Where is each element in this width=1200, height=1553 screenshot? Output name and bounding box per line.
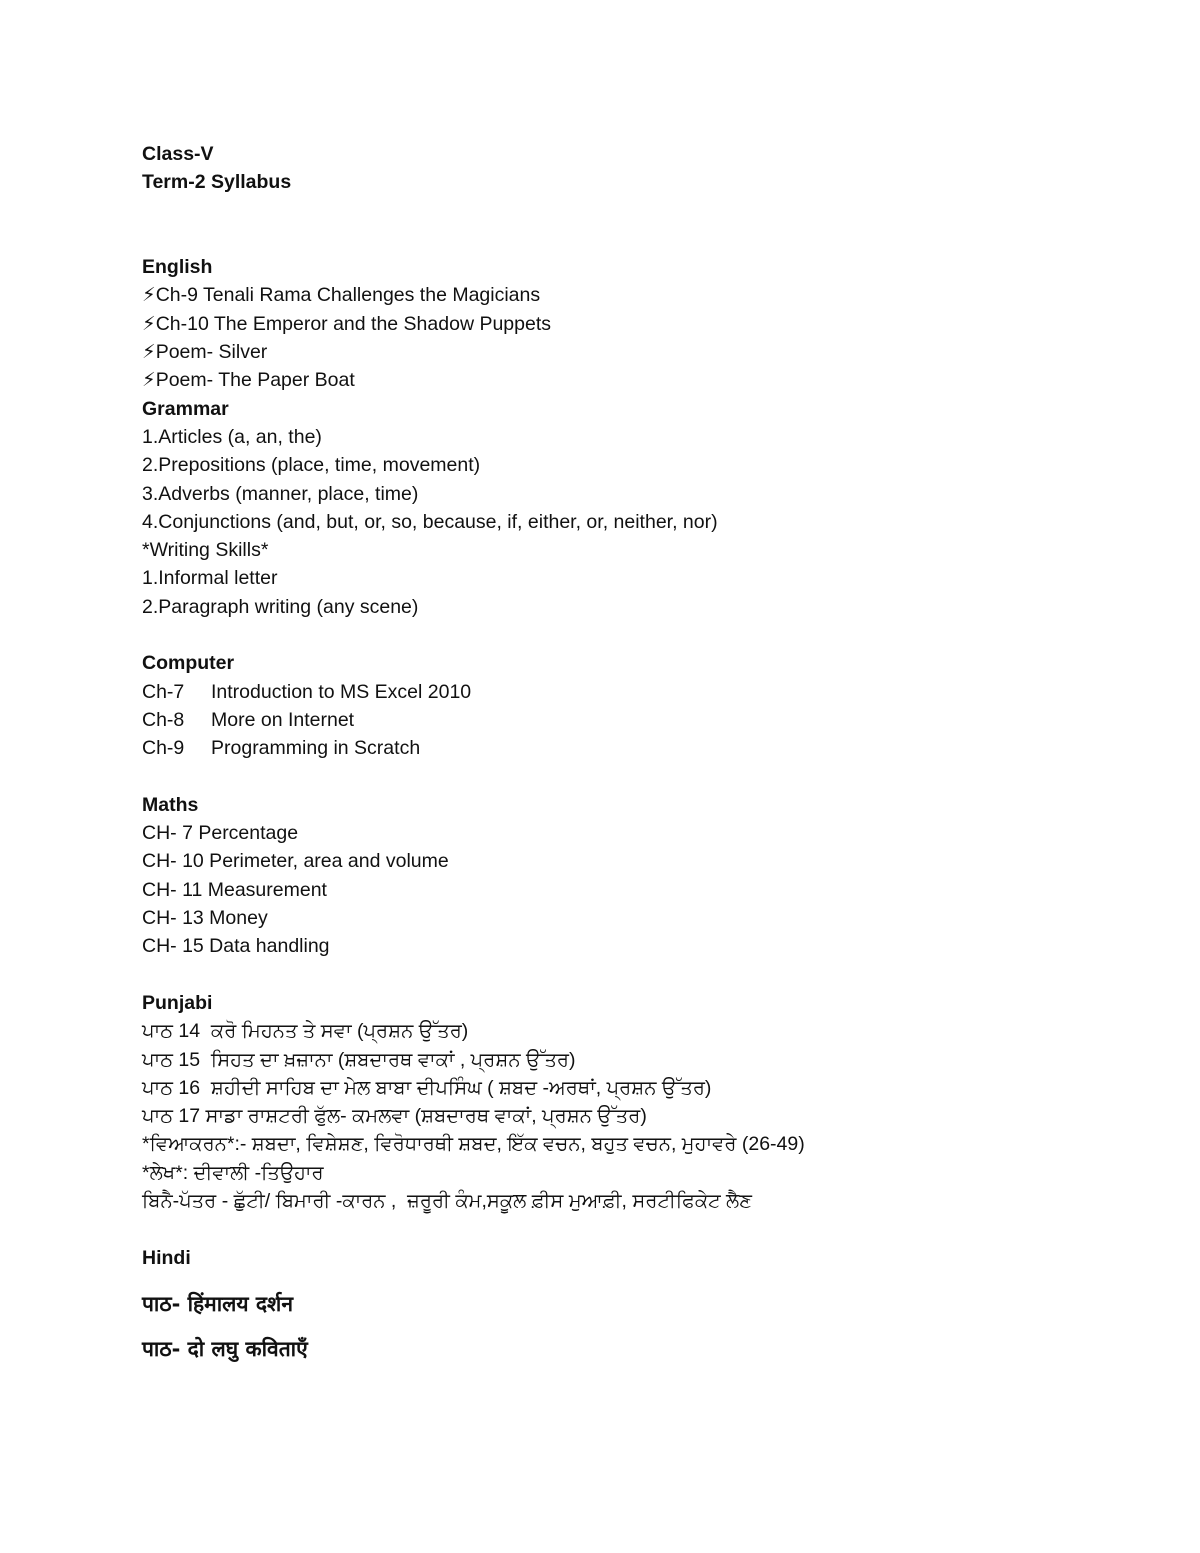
punjabi-item: ਪਾਠ 16 ਸ਼ਹੀਦੀ ਸਾਹਿਬ ਦਾ ਮੇਲ ਬਾਬਾ ਦੀਪਸਿੰਘ ( ਸ਼ਬਦ -ਅਰਥਾਂ, ਪ੍ਰਸ਼ਨ ਉੱਤਰ) bbox=[142, 1076, 712, 1099]
grammar-item: 1.Articles (a, an, the) bbox=[142, 425, 322, 448]
grammar-heading: Grammar bbox=[142, 397, 229, 420]
computer-title: Programming in Scratch bbox=[211, 737, 421, 760]
term-title: Term-2 Syllabus bbox=[142, 171, 292, 194]
maths-item: CH- 15 Data handling bbox=[142, 935, 330, 958]
english-item: ⚡Poem- The Paper Boat bbox=[142, 369, 355, 392]
hindi-item: पाठ- हिंमालय दर्शन bbox=[142, 1291, 293, 1316]
english-heading: English bbox=[142, 256, 213, 279]
computer-chapter: Ch-8 bbox=[142, 708, 185, 731]
punjabi-item: *ਵਿਆਕਰਨ*:- ਸ਼ਬਦਾ, ਵਿਸ਼ੇਸ਼ਣ, ਵਿਰੋਧਾਰਥੀ ਸ਼ਬਦ, ਇੱਕ ਵਚਨ, ਬਹੁਤ ਵਚਨ, ਮੁਹਾਵਰੇ (26-49) bbox=[142, 1133, 805, 1156]
maths-item: CH- 11 Measurement bbox=[142, 878, 327, 901]
punjabi-item: *ਲੇਖ*: ਦੀਵਾਲੀ -ਤਿਉਹਾਰ bbox=[142, 1161, 324, 1184]
computer-item bbox=[142, 706, 1142, 734]
computer-heading: Computer bbox=[142, 652, 235, 675]
class-title: Class-V bbox=[142, 143, 214, 165]
computer-title: Introduction to MS Excel 2010 bbox=[211, 680, 472, 703]
maths-item: CH- 13 Money bbox=[142, 907, 268, 930]
writing-item: 1.Informal letter bbox=[142, 567, 278, 590]
punjabi-item: ਪਾਠ 15 ਸਿਹਤ ਦਾ ਖ਼ਜ਼ਾਨਾ (ਸ਼ਬਦਾਰਥ ਵਾਕਾਂ , ਪ੍ਰਸ਼ਨ ਉੱਤਰ) bbox=[142, 1048, 576, 1071]
grammar-item: 4.Conjunctions (and, but, or, so, because, if, either, or, neither, nor) bbox=[142, 510, 718, 533]
grammar-item: 2.Prepositions (place, time, movement) bbox=[142, 454, 481, 477]
maths-heading: Maths bbox=[142, 793, 199, 816]
punjabi-item: ਪਾਠ 17 ਸਾਡਾ ਰਾਸ਼ਟਰੀ ਫੁੱਲ- ਕਮਲਵਾ (ਸ਼ਬਦਾਰਥ ਵਾਕਾਂ, ਪ੍ਰਸ਼ਨ ਉੱਤਰ) bbox=[142, 1105, 647, 1128]
computer-item bbox=[142, 678, 1142, 706]
punjabi-item: ਬਿਨੈ-ਪੱਤਰ - ਛੁੱਟੀ/ ਬਿਮਾਰੀ -ਕਾਰਨ , ਜ਼ਰੂਰੀ ਕੰਮ,ਸਕੂਲ ਫ਼ੀਸ ਮੁਆਫ਼ੀ, ਸਰਟੀਫਿਕੇਟ ਲੈਣ bbox=[142, 1189, 752, 1212]
punjabi-item: ਪਾਠ 14 ਕਰੋ ਮਿਹਨਤ ਤੇ ਸਵਾ (ਪ੍ਰਸ਼ਨ ਉੱਤਰ) bbox=[142, 1020, 469, 1043]
maths-item: CH- 10 Perimeter, area and volume bbox=[142, 850, 449, 873]
hindi-heading: Hindi bbox=[142, 1246, 191, 1269]
syllabus-content bbox=[142, 140, 1142, 1363]
english-item: ⚡Ch-9 Tenali Rama Challenges the Magicians bbox=[142, 284, 541, 307]
writing-skills-heading: *Writing Skills* bbox=[142, 539, 269, 562]
computer-title: More on Internet bbox=[211, 708, 355, 731]
writing-item: 2.Paragraph writing (any scene) bbox=[142, 595, 419, 618]
computer-chapter: Ch-9 bbox=[142, 737, 185, 760]
hindi-item: पाठ- दो लघु कविताएँ bbox=[142, 1336, 308, 1361]
english-item: ⚡Poem- Silver bbox=[142, 341, 268, 364]
computer-chapter: Ch-7 bbox=[142, 680, 185, 703]
maths-item: CH- 7 Percentage bbox=[142, 822, 299, 845]
english-item: ⚡Ch-10 The Emperor and the Shadow Puppets bbox=[142, 312, 551, 335]
computer-item bbox=[142, 734, 1142, 762]
grammar-item: 3.Adverbs (manner, place, time) bbox=[142, 482, 419, 505]
punjabi-heading: Punjabi bbox=[142, 991, 213, 1014]
